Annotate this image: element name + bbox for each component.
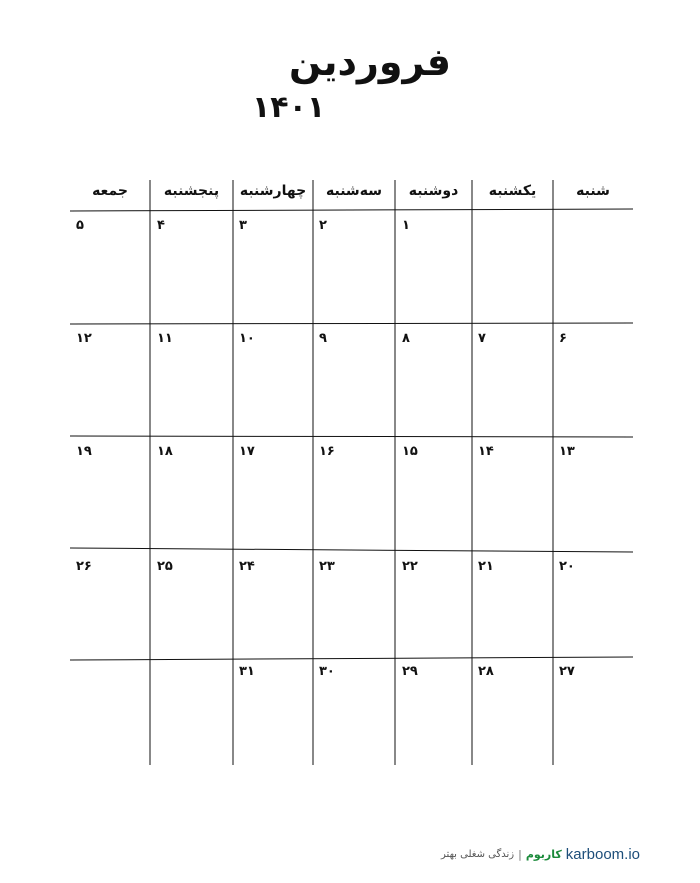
day-cell: ۲۸ bbox=[478, 664, 494, 679]
day-cell: ۹ bbox=[319, 331, 327, 346]
weekday-thursday: پنجشنبه bbox=[163, 183, 220, 199]
day-cell: ۱۵ bbox=[402, 444, 418, 459]
day-cell: ۱۶ bbox=[319, 444, 335, 459]
weekday-tuesday: سه‌شنبه bbox=[326, 183, 382, 199]
footer-brand: کاربوم bbox=[525, 848, 562, 861]
weekday-monday: دوشنبه bbox=[408, 183, 459, 199]
day-cell: ۲۱ bbox=[478, 559, 494, 574]
day-cell: ۱۷ bbox=[239, 444, 255, 459]
day-cell: ۲۶ bbox=[76, 559, 92, 574]
footer-tagline: زندگی شغلی بهتر bbox=[441, 849, 515, 860]
day-cell: ۲۵ bbox=[157, 559, 173, 574]
weekday-saturday: شنبه bbox=[576, 183, 610, 199]
grid-hline bbox=[70, 209, 633, 211]
day-cell: ۳۱ bbox=[239, 664, 255, 679]
day-cell: ۲۳ bbox=[319, 559, 335, 574]
grid-hline bbox=[70, 323, 633, 324]
day-cell: ۱۳ bbox=[559, 444, 575, 459]
weekday-sunday: یکشنبه bbox=[488, 183, 537, 199]
day-cell: ۱۰ bbox=[239, 331, 255, 346]
day-cell: ۱۴ bbox=[478, 444, 494, 459]
footer-branding bbox=[441, 846, 640, 863]
footer-separator: | bbox=[518, 848, 522, 861]
day-cell: ۲۰ bbox=[559, 559, 575, 574]
day-cell: ۸ bbox=[402, 331, 410, 346]
footer-domain-link[interactable]: karboom.io bbox=[565, 846, 640, 863]
weekday-wednesday: چهارشنبه bbox=[239, 183, 307, 199]
grid-hline bbox=[70, 548, 633, 552]
day-cell: ۱۸ bbox=[157, 444, 173, 459]
day-cell: ۳ bbox=[239, 218, 247, 233]
day-cell: ۱۹ bbox=[76, 444, 92, 459]
day-cell: ۵ bbox=[76, 218, 84, 233]
day-cell: ۲۹ bbox=[402, 664, 418, 679]
grid-hline bbox=[70, 657, 633, 660]
day-cell: ۳۰ bbox=[319, 664, 335, 679]
day-cell: ۱۱ bbox=[157, 331, 173, 346]
day-cell: ۷ bbox=[478, 331, 486, 346]
day-cell: ۲۷ bbox=[559, 664, 575, 679]
day-cell: ۱ bbox=[402, 218, 410, 233]
day-cell: ۴ bbox=[157, 218, 165, 233]
day-cell: ۶ bbox=[559, 331, 567, 346]
year-label: ۱۴۰۱ bbox=[252, 90, 326, 125]
day-cell: ۲۲ bbox=[402, 559, 418, 574]
weekday-friday: جمعه bbox=[92, 183, 128, 199]
grid-hline bbox=[70, 436, 633, 437]
day-cell: ۲ bbox=[319, 218, 327, 233]
day-cell: ۲۴ bbox=[239, 559, 255, 574]
day-cell: ۱۲ bbox=[76, 331, 92, 346]
month-title: فروردین bbox=[289, 40, 451, 84]
